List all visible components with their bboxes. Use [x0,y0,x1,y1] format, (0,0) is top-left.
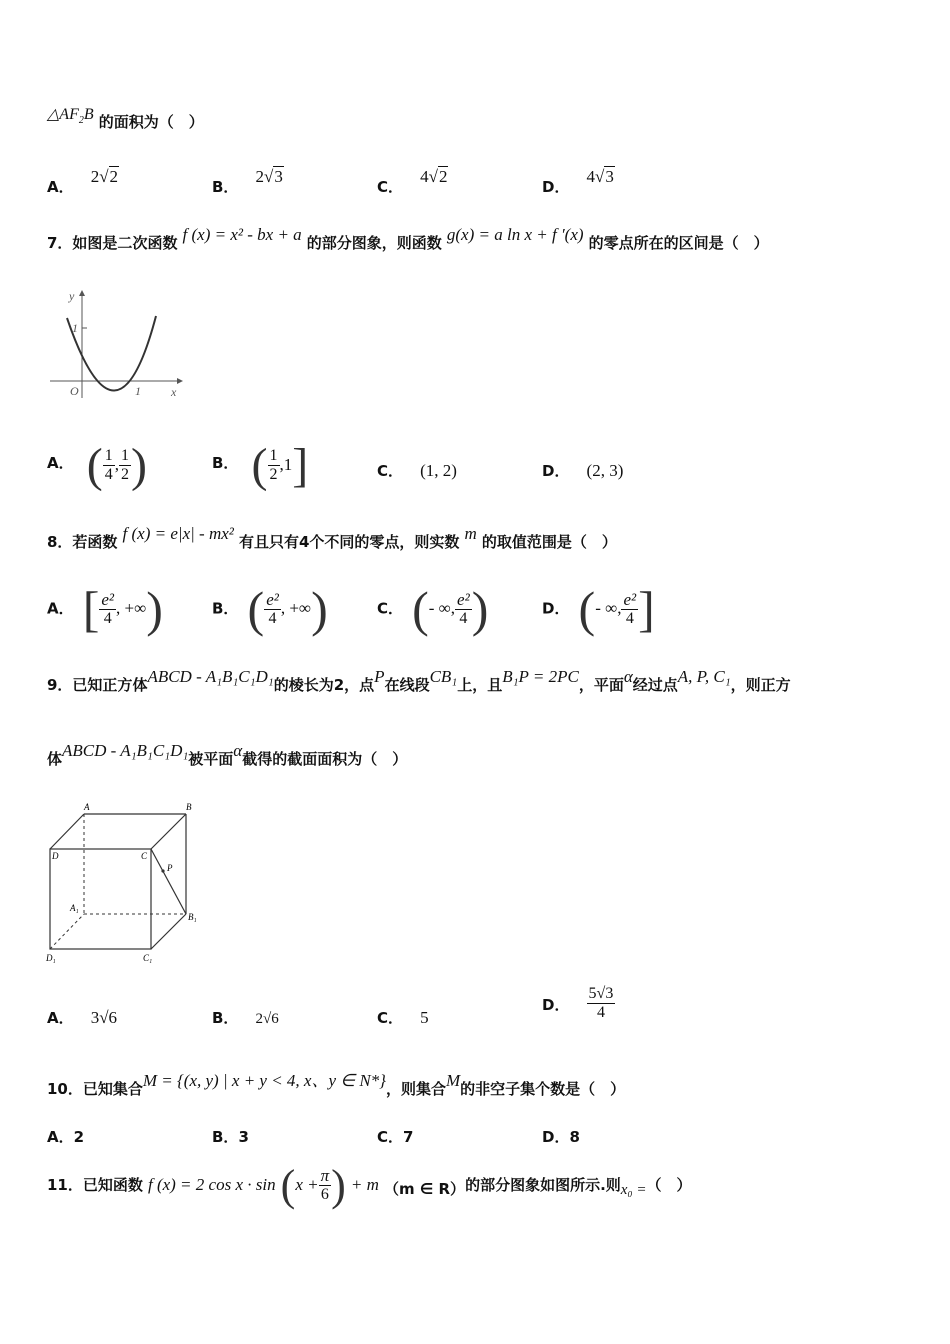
q7-g-expr: g(x) = a ln x + f ′(x) [446,225,584,244]
q10-option-c: C．7 [377,1128,414,1146]
y-tick-label: 1 [72,321,78,335]
label-P: P [167,863,173,873]
q8-option-d: D． (- ∞, $\frac{\text{e²}}{4}$ ] [542,581,655,637]
q9-option-d: D． $\frac{5√3}{4}$ [542,985,614,1021]
q6-option-c: C． 4√2 [377,167,448,196]
q9-stem-line2: 体ABCD - A₁B₁C₁D₁被平面α截得的截面面积为（ ） [47,741,408,768]
label-C: C [141,851,148,861]
origin-label: O [70,384,79,398]
q9-option-b: B． 2√6 [212,1009,279,1027]
q11-stem: 11．已知函数 f (x) = 2 cos x · sin (x + $\frac{\pi}{6}$ ) + m （m ∈ R）的部分图象如图所示.则x₀ =（ ） [47,1161,692,1210]
x-tick-label: 1 [135,384,141,398]
x-axis-label: x [171,385,177,399]
label-D1: D₁ [46,953,56,963]
q8-option-c: C． (- ∞, $\frac{\text{e²}}{4}$ ) [377,581,489,637]
q8-option-a: A． [ $\frac{\text{e²}}{4}$ , +∞) [47,581,163,637]
q8-stem: 8．若函数 f (x) = e|x| - mx² 有且只有4个不同的零点，则实数 m 的取值范围是（ ） [47,524,617,551]
q9-stem-line1: 9．已知正方体ABCD - A₁B₁C₁D₁的棱长为2，点P在线段CB₁上，且B₁P = 2PC，平面α经过点A, P, C₁，则正方 [47,667,791,694]
q10-stem: 10．已知集合M = {(x, y) | x + y < 4, x、y ∈ N*}，则集合M的非空子集个数是（ ） [47,1071,626,1098]
q6-option-a: A． 2√2 [47,167,119,196]
q6-triangle-line [47,103,204,131]
q6-triangle: $\triangle AF_2B$ [47,106,94,127]
q7-f-expr: f (x) = x² - bx + a [182,225,302,244]
q7-option-b: B． ( $\frac{1}{2}$ ,1] [212,439,309,492]
q7-option-a: A． ( $\frac{1}{4}$ , $\frac{1}{2}$ ) [47,439,147,492]
q9-option-c: C． 5 [377,1008,429,1027]
q7-stem: 7．如图是二次函数 f (x) = x² - bx + a 的部分图象，则函数 g(x) = a ln x + f ′(x) 的零点所在的区间是（ ） [47,225,769,252]
label-C1: C₁ [143,953,153,963]
q6-option-b: B． 2√3 [212,167,283,196]
q8-f-expr: f (x) = e|x| - mx² [122,524,234,543]
q10-option-b: B．3 [212,1128,249,1146]
q10-option-a: A．2 [47,1128,85,1146]
label-A1: A₁ [70,903,79,913]
q10-set: M = {(x, y) | x + y < 4, x、y ∈ N*} [142,1071,386,1090]
q7-option-c: C． (1, 2) [377,461,457,480]
parabola-curve [67,316,156,391]
label-B: B [186,802,192,812]
q9-option-a: A． 3√6 [47,1008,118,1027]
q8-option-b: B． ( $\frac{\text{e²}}{4}$ , +∞) [212,581,328,637]
q10-option-d: D．8 [542,1128,580,1146]
q6-option-d: D． 4√3 [542,167,614,196]
label-D: D [52,851,59,861]
q6-text: 的面积为（ ） [98,113,204,131]
y-axis-label: y [69,289,75,303]
q7-option-d: D． (2, 3) [542,461,624,480]
q7-parabola-figure [45,286,185,404]
label-A: A [84,802,90,812]
label-B1: B₁ [188,912,197,922]
q9-cube-figure [40,796,210,970]
